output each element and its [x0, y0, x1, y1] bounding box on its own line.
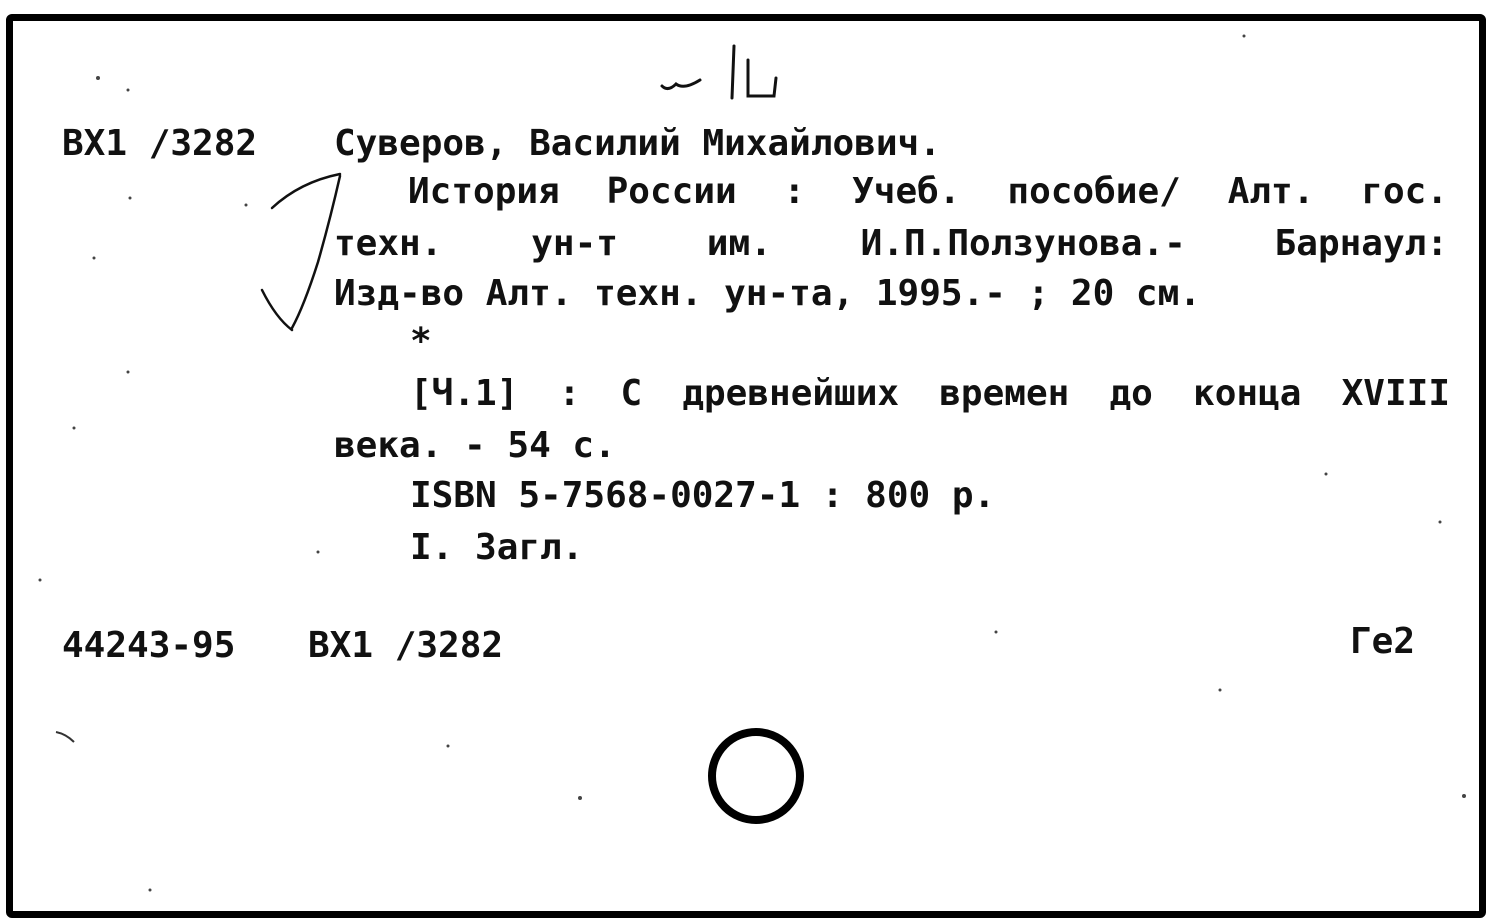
- call-number: ВХ1 /3282: [62, 123, 258, 164]
- author-heading: Суверов, Василий Михайлович.: [334, 123, 941, 164]
- footer-accession-number: 44243-95: [62, 625, 236, 666]
- title-line-2: техн. ун-т им. И.П.Ползунова.- Барнаул:: [334, 223, 1448, 264]
- title-line-3: Изд-во Алт. техн. ун-та, 1995.- ; 20 см.: [334, 273, 1201, 314]
- part-line-1: [Ч.1] : С древнейших времен до конца XVIII: [410, 373, 1450, 414]
- separator-asterisk: *: [410, 321, 432, 362]
- footer-call-number: ВХ1 /3282: [308, 625, 504, 666]
- title-heading-entry: I. Загл.: [410, 527, 584, 568]
- footer-code: Ге2: [1350, 621, 1416, 662]
- part-line-2: века. - 54 с.: [334, 425, 616, 466]
- title-line-1: История России : Учеб. пособие/ Алт. гос.: [408, 171, 1448, 212]
- isbn-line: ISBN 5-7568-0027-1 : 800 р.: [410, 475, 996, 516]
